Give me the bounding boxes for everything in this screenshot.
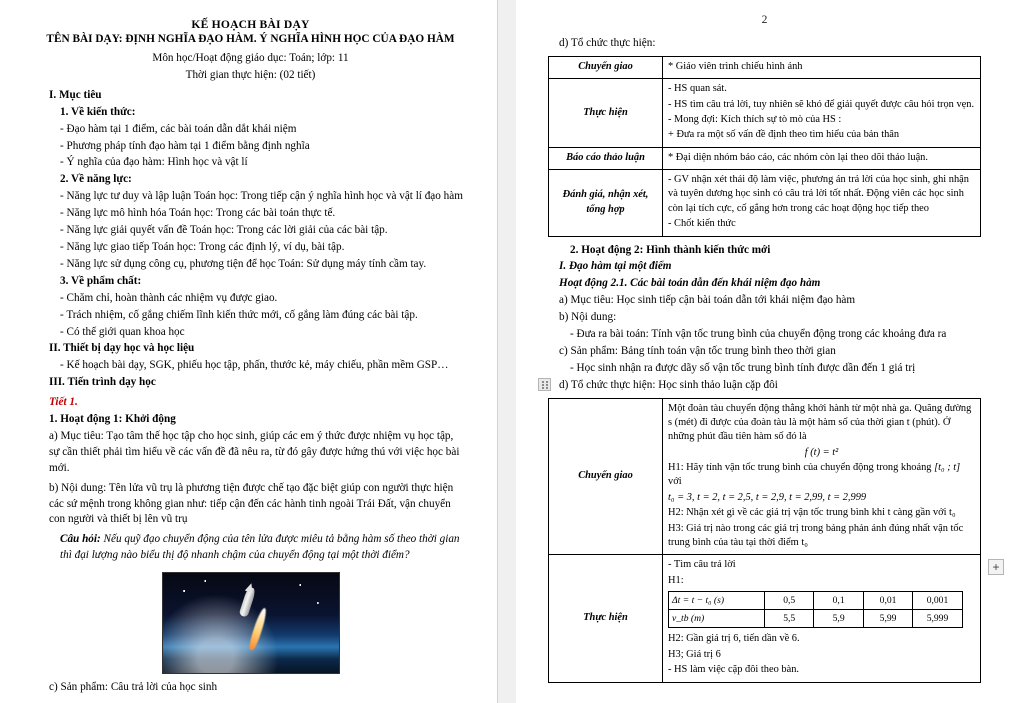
section-1-heading: I. Mục tiêu [49,88,102,101]
quality-item: - Trách nhiệm, cố gắng chiếm lĩnh kiến thức mới, cố gắng làm đúng các bài tập. [60,308,418,321]
organization-table [548,56,981,237]
activity-2-1-content-item: - Đưa ra bài toán: Tính vận tốc trung bình của chuyển động trong các khoảng đưa ra [570,328,947,341]
answer-line: H3; Giá trị 6 [668,648,721,660]
lesson-name: TÊN BÀI DẠY: ĐỊNH NGHĨA ĐẠO HÀM. Ý NGHĨA HÌNH HỌC CỦA ĐẠO HÀM [46,33,455,45]
table-row [549,170,981,236]
row-content [663,398,981,555]
organization-heading: d) Tổ chức thực hiện: [559,37,656,49]
question-label: Câu hỏi: [60,533,101,546]
time-line: Thời gian thực hiện: (02 tiết) [185,68,316,81]
problem-formula: f (t) = t² [804,446,839,458]
subject-line: Môn học/Hoạt động giáo dục: Toán; lớp: 11 [152,52,349,64]
cell-value: 5,5 [765,610,814,628]
h1-post: với [668,476,682,488]
table-row [549,555,981,682]
subsection-competence-heading: 2. Về năng lực: [60,173,132,186]
activity-1-heading: 1. Hoạt động 1: Khởi động [49,413,176,426]
velocity-table [668,591,963,628]
row-label: Thực hiện [549,555,663,682]
activity-1-content: b) Nội dung: Tên lửa vũ trụ là phương tiện được chế tạo đặc biệt giúp con người thực hiện các sứ mệnh trong không gian như: tiếp cận đến các hành tinh ngoài Trái Đất, vận chuyển con người và thiết bị lên vũ trụ [49,481,454,526]
table-row [549,56,981,78]
problem-intro: Một đoàn tàu chuyển động thẳng khởi hành từ một nhà ga. Quãng đường s (mét) đi được của đoàn tàu là một hàm số của thời gian t (phút). Ở những phút đầu tiên hàm số đó là [668,402,972,443]
knowledge-item: - Phương pháp tính đạo hàm tại 1 điểm bằng định nghĩa [60,139,310,152]
cell-value: 0,5 [765,591,814,609]
cell-value: 0,001 [913,591,962,609]
page-gutter [497,0,518,703]
subsection-quality-heading: 3. Về phẩm chất: [60,274,142,287]
table-row [549,79,981,147]
activity-1-objective: a) Mục tiêu: Tạo tâm thế học tập cho học sinh, giúp các em ý thức được nhiệm vụ học tập, sự cần thiết phải tìm hiểu về các vấn đề đã nêu ra, từ đó gây được hứng thú với việc học bài mới. [49,429,460,474]
activity-2-1-organization: d) Tổ chức thực hiện: Học sinh thảo luận cặp đôi [559,378,778,391]
row-label: Chuyển giao [549,56,663,78]
answer-line: H1: [668,574,684,586]
row-content [663,56,981,78]
page-title: KẾ HOẠCH BÀI DẠY [191,18,310,31]
drag-handle[interactable] [538,378,551,391]
row-label: Chuyển giao [549,398,663,555]
activity-2-1-content-label: b) Nội dung: [559,311,617,324]
competence-item: - Năng lực tư duy và lập luận Toán học: Trong tiếp cận ý nghĩa hình học và vật lí đạo hàm [60,190,463,203]
question-h3: H3: Giá trị nào trong các giá trị trong bảng phản ánh đúng nhất vận tốc trung bình của tàu tại thời điểm t₀ [668,522,964,548]
table-row [669,591,963,609]
rocket-launch-image [162,572,340,674]
page-number: 2 [761,14,768,26]
row-line: - HS quan sát. [668,83,727,95]
row-header-delta-t: Δt = t − t₀ (s) [669,591,765,609]
h1-pre: H1: Hãy tính vận tốc trung bình của chuyển động trong khoảng [668,462,932,474]
section-3-heading: III. Tiến trình dạy học [49,376,156,389]
row-label: Đánh giá, nhận xét, tổng hợp [549,170,663,236]
activity-2-1-table [548,398,981,683]
section-2-text: - Kế hoạch bài dạy, SGK, phiếu học tập, phấn, thước kẻ, máy chiếu, phần mềm GSP… [60,359,449,372]
row-header-v-tb: v_tb (m) [669,610,765,628]
knowledge-item: - Đạo hàm tại 1 điểm, các bài toán dẫn dắt khái niệm [60,122,297,135]
knowledge-item: - Ý nghĩa của đạo hàm: Hình học và vật lí [60,156,248,169]
row-line: - Mong đợi: Kích thích sự tò mò của HS : [668,113,842,125]
competence-item: - Năng lực sử dụng công cụ, phương tiện để học Toán: Sử dụng máy tính cầm tay. [60,257,427,270]
activity-2-heading: 2. Hoạt động 2: Hình thành kiến thức mới [570,243,771,256]
activity-2-1-heading: Hoạt động 2.1. Các bài toán dẫn đến khái niệm đạo hàm [559,277,821,290]
table-row [669,610,963,628]
answer-line: - HS làm việc cặp đôi theo bàn. [668,664,799,676]
quality-item: - Chăm chỉ, hoàn thành các nhiệm vụ được giao. [60,291,278,304]
row-line: - HS tìm câu trả lời, tuy nhiên sẽ khó để giải quyết được câu hỏi trọn vẹn. [668,98,975,110]
table-row [549,398,981,555]
cell-value: 5,9 [814,610,863,628]
cell-value: 5,999 [913,610,962,628]
row-line: - GV nhận xét thái độ làm việc, phương án trả lời của học sinh, ghi nhận và tuyên dương học sinh có câu trả lời tốt nhất. Động viên các học sinh còn lại tích cực, cố gắng hơn trong các hoạt động học tiếp theo [668,174,969,214]
row-line: + Đưa ra một số vấn đề định theo tìm hiểu của bản thân [668,129,900,141]
activity-1-question [38,532,463,564]
document-page-left [0,0,497,703]
row-content [663,79,981,147]
row-label: Thực hiện [549,79,663,147]
row-content [663,555,981,682]
row-content [663,147,981,169]
table-row [549,147,981,169]
drag-dots-icon [542,381,548,389]
question-h2: H2: Nhận xét gì về các giá trị vận tốc trung bình khi t càng gần với t₀ [668,507,956,519]
tiet-1-label: Tiết 1. [49,396,78,409]
quality-item: - Có thế giới quan khoa học [60,325,185,338]
activity-2-1-product: c) Sản phẩm: Bảng tính toán vận tốc trung bình theo thời gian [559,344,836,357]
h1-values: t₀ = 3, t = 2, t = 2,5, t = 2,9, t = 2,99, t = 2,999 [668,491,867,503]
activity-2-1-objective: a) Mục tiêu: Học sinh tiếp cận bài toán dẫn tới khái niệm đạo hàm [559,294,856,307]
h1-interval: [t₀ ; t] [934,462,961,474]
subsection-knowledge-heading: 1. Về kiến thức: [60,105,136,118]
activity-2-1-product-item: - Học sinh nhận ra được dãy số vận tốc trung bình tính được dần đến 1 giá trị [570,361,916,374]
question-h1 [668,461,975,490]
question-text: Nếu quỹ đạo chuyển động của tên lửa được miêu tả bằng hàm số theo thời gian thì đại lượng nào biểu thị độ nhanh chậm của chuyển động tại một thời điểm? [60,533,460,562]
row-line: * Đại diện nhóm báo cáo, các nhóm còn lại theo dõi thảo luận. [668,151,928,163]
row-label: Báo cáo thảo luận [549,147,663,169]
competence-item: - Năng lực giải quyết vấn đề Toán học: Trong các lời giải của các bài tập. [60,224,388,237]
row-line: - Chốt kiến thức [668,218,736,230]
answer-line: - Tìm câu trả lời [668,559,736,571]
row-content [663,170,981,236]
section-2-heading: II. Thiết bị dạy học và học liệu [49,342,195,355]
part-1-heading: I. Đạo hàm tại một điểm [559,260,672,273]
cell-value: 0,1 [814,591,863,609]
competence-item: - Năng lực mô hình hóa Toán học: Trong các bài toán thực tế. [60,207,336,220]
competence-item: - Năng lực giao tiếp Toán học: Trong các định lý, ví dụ, bài tập. [60,240,345,253]
row-line: * Giáo viên trình chiếu hình ảnh [668,60,803,72]
document-page-right [516,0,1011,703]
cell-value: 5,99 [863,610,912,628]
answer-line: H2: Gần giá trị 6, tiến dần về 6. [668,633,800,645]
activity-1-product: c) Sản phẩm: Câu trả lời của học sinh [49,681,218,694]
cell-value: 0,01 [863,591,912,609]
zoom-in-button[interactable]: + [988,559,1004,575]
